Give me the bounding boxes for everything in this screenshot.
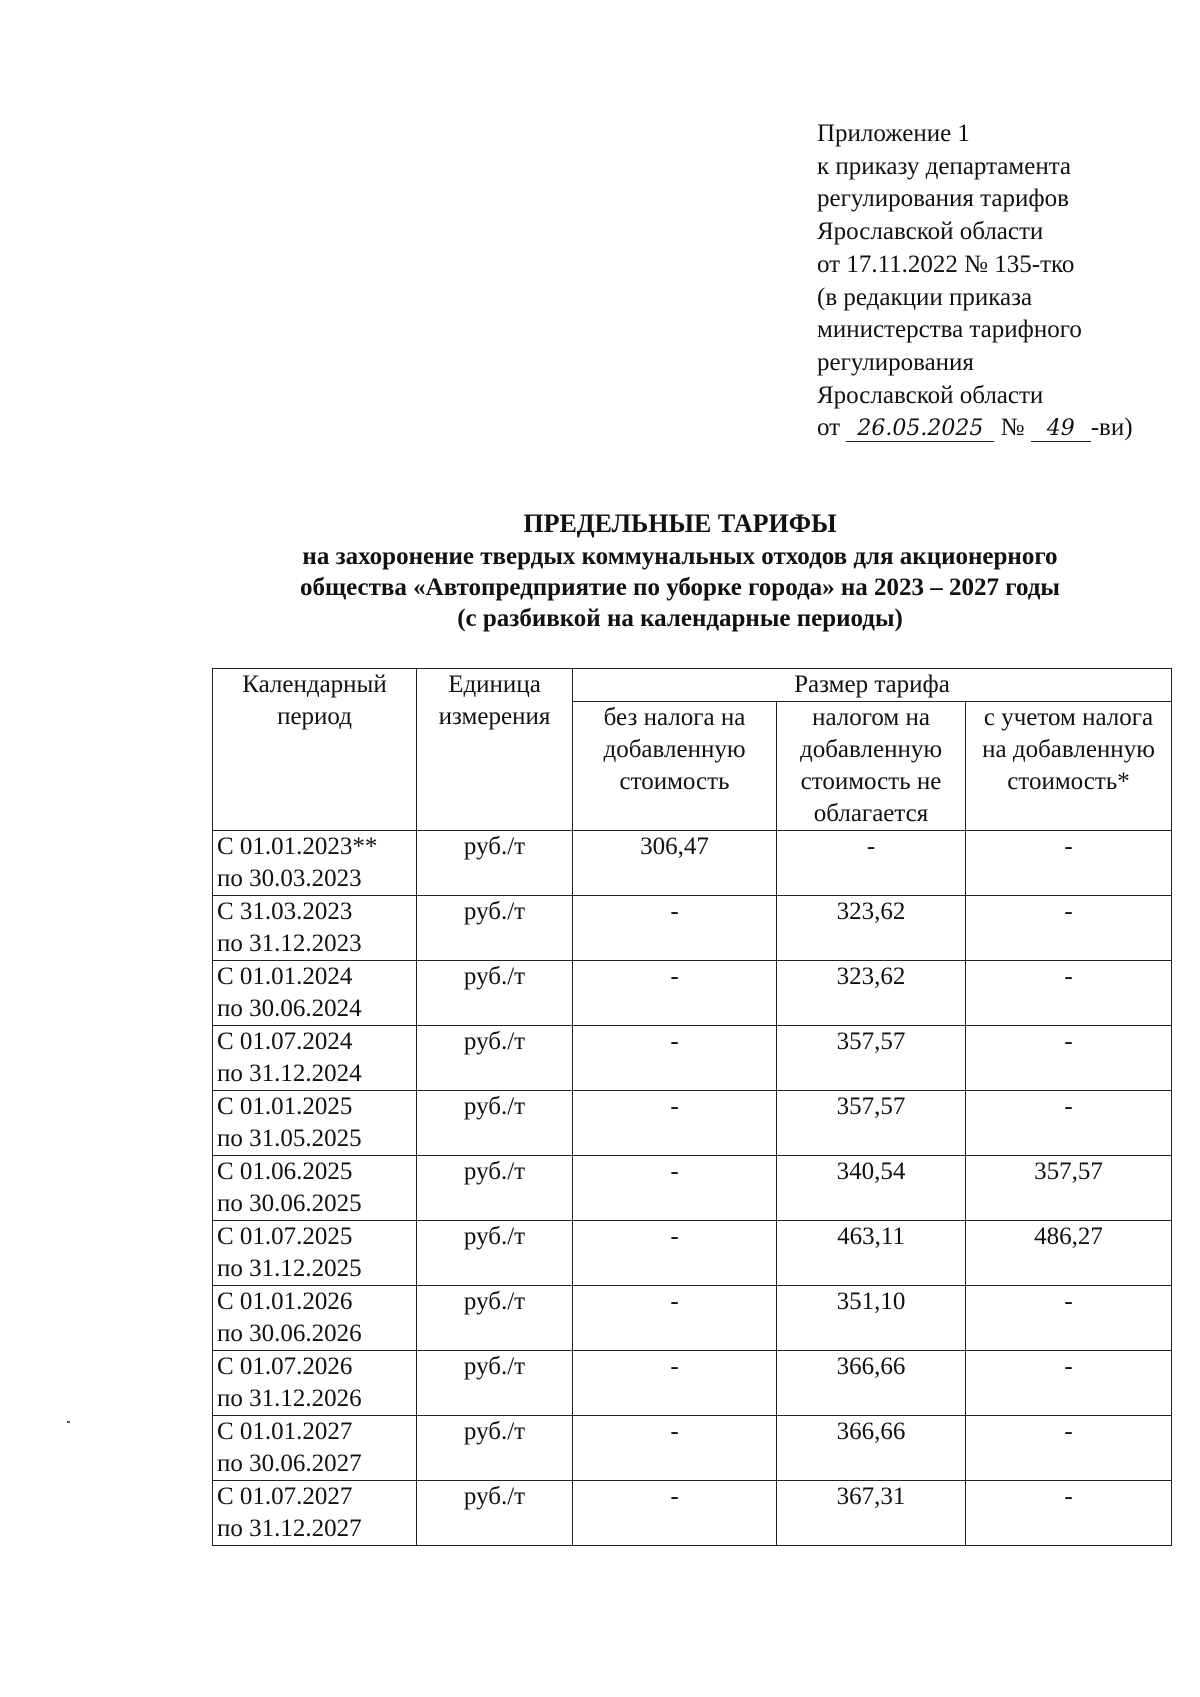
period-to: по 31.12.2026 [217,1385,362,1412]
header-with-vat: с учетом налога на добавленную стоимость* [966,702,1172,831]
appendix-line: регулирования тарифов [817,185,1069,213]
period-cell [213,1091,417,1156]
with-vat-cell: - [966,1481,1172,1546]
with-vat-cell: - [966,961,1172,1026]
period-from: С 31.03.2023 [217,898,353,925]
appendix-line: Ярославской области [817,381,1044,409]
appendix-line: (в редакции приказа [817,283,1033,311]
table-row [213,1286,1172,1351]
period-to: по 31.12.2024 [217,1060,362,1087]
number-sign: № [1000,414,1025,442]
document-subtitle-line: общества «Автопредприятие по уборке города» на 2023 – 2027 годы [300,574,1060,601]
period-from: С 01.01.2023** [217,833,378,860]
with-vat-cell: - [966,1416,1172,1481]
no-vat-cell: - [573,1481,777,1546]
no-vat-cell: - [573,1026,777,1091]
appendix-amendment-line [817,412,1177,445]
vat-exempt-cell: 357,57 [777,1026,966,1091]
unit-cell: руб./т [417,1221,573,1286]
unit-cell: руб./т [417,1091,573,1156]
period-cell [213,831,417,896]
header-no-vat: без налога на добавленную стоимость [573,702,777,831]
period-from: С 01.06.2025 [217,1158,353,1185]
amendment-prefix: от [817,414,841,442]
with-vat-cell: 357,57 [966,1156,1172,1221]
handwritten-number: 49 [1031,417,1091,442]
vat-exempt-cell: 463,11 [777,1221,966,1286]
unit-cell: руб./т [417,1351,573,1416]
table-row [213,1481,1172,1546]
appendix-line: министерства тарифного [817,316,1082,344]
period-cell [213,1026,417,1091]
period-cell [213,1351,417,1416]
header-period: Календарный период [213,669,417,831]
table-row [213,1351,1172,1416]
period-cell [213,1221,417,1286]
period-to: по 30.06.2025 [217,1190,362,1217]
table-row [213,1156,1172,1221]
amendment-suffix: -ви) [1090,414,1133,442]
no-vat-cell: - [573,896,777,961]
with-vat-cell: - [966,1351,1172,1416]
appendix-line: Приложение 1 [817,120,970,147]
no-vat-cell: - [573,1156,777,1221]
with-vat-cell: - [966,1026,1172,1091]
unit-cell: руб./т [417,1481,573,1546]
appendix-line: регулирования [817,348,974,376]
header-vat-exempt: налогом на добавленную стоимость не облагается [777,702,966,831]
vat-exempt-cell: 340,54 [777,1156,966,1221]
with-vat-cell: - [966,831,1172,896]
unit-cell: руб./т [417,1286,573,1351]
no-vat-cell: - [573,1286,777,1351]
appendix-line: к приказу департамента [817,152,1072,180]
vat-exempt-cell: 323,62 [777,896,966,961]
vat-exempt-cell: 366,66 [777,1351,966,1416]
no-vat-cell: - [573,961,777,1026]
table-row [213,1416,1172,1481]
period-from: С 01.01.2025 [217,1093,353,1120]
vat-exempt-cell: 367,31 [777,1481,966,1546]
with-vat-cell: - [966,1286,1172,1351]
scan-speck [67,1421,70,1423]
period-from: С 01.01.2027 [217,1418,353,1445]
document-subtitle-line: на захоронение твердых коммунальных отходов для акционерного [302,543,1058,570]
unit-cell: руб./т [417,896,573,961]
vat-exempt-cell: 323,62 [777,961,966,1026]
unit-cell: руб./т [417,831,573,896]
table-row [213,1221,1172,1286]
table-row [213,1026,1172,1091]
period-cell [213,896,417,961]
vat-exempt-cell: - [777,831,966,896]
with-vat-cell: - [966,1091,1172,1156]
period-cell [213,961,417,1026]
no-vat-cell: 306,47 [573,831,777,896]
header-unit: Единица измерения [417,669,573,831]
vat-exempt-cell: 366,66 [777,1416,966,1481]
period-to: по 30.06.2024 [217,995,362,1022]
document-heading [180,508,1180,634]
appendix-line: Ярославской области [817,218,1044,246]
period-to: по 31.12.2027 [217,1515,362,1542]
table-row [213,961,1172,1026]
no-vat-cell: - [573,1091,777,1156]
header-tariff-group: Размер тарифа [573,669,1172,702]
period-to: по 30.06.2026 [217,1320,362,1347]
unit-cell: руб./т [417,961,573,1026]
document-subtitle-line: (с разбивкой на календарные периоды) [457,605,903,632]
vat-exempt-cell: 351,10 [777,1286,966,1351]
vat-exempt-cell: 357,57 [777,1091,966,1156]
tariffs-table [212,668,1172,1546]
with-vat-cell: 486,27 [966,1221,1172,1286]
period-cell [213,1481,417,1546]
period-cell [213,1416,417,1481]
period-to: по 31.05.2025 [217,1125,362,1152]
period-from: С 01.07.2025 [217,1223,353,1250]
document-title: ПРЕДЕЛЬНЫЕ ТАРИФЫ [523,509,837,538]
no-vat-cell: - [573,1221,777,1286]
table-body [213,831,1172,1546]
period-to: по 31.12.2023 [217,930,362,957]
unit-cell: руб./т [417,1156,573,1221]
period-cell [213,1156,417,1221]
period-from: С 01.01.2024 [217,963,353,990]
appendix-line: от 17.11.2022 № 135-тко [817,250,1075,278]
period-cell [213,1286,417,1351]
table-row [213,896,1172,961]
period-from: С 01.01.2026 [217,1288,353,1315]
table-row [213,831,1172,896]
no-vat-cell: - [573,1416,777,1481]
unit-cell: руб./т [417,1026,573,1091]
appendix-block [817,118,1177,445]
table-row [213,1091,1172,1156]
period-from: С 01.07.2027 [217,1483,353,1510]
period-from: С 01.07.2024 [217,1028,353,1055]
period-to: по 30.06.2027 [217,1450,362,1477]
no-vat-cell: - [573,1351,777,1416]
handwritten-date: 26.05.2025 [846,417,994,442]
period-from: С 01.07.2026 [217,1353,353,1380]
with-vat-cell: - [966,896,1172,961]
unit-cell: руб./т [417,1416,573,1481]
period-to: по 30.03.2023 [217,865,362,892]
period-to: по 31.12.2025 [217,1255,362,1282]
